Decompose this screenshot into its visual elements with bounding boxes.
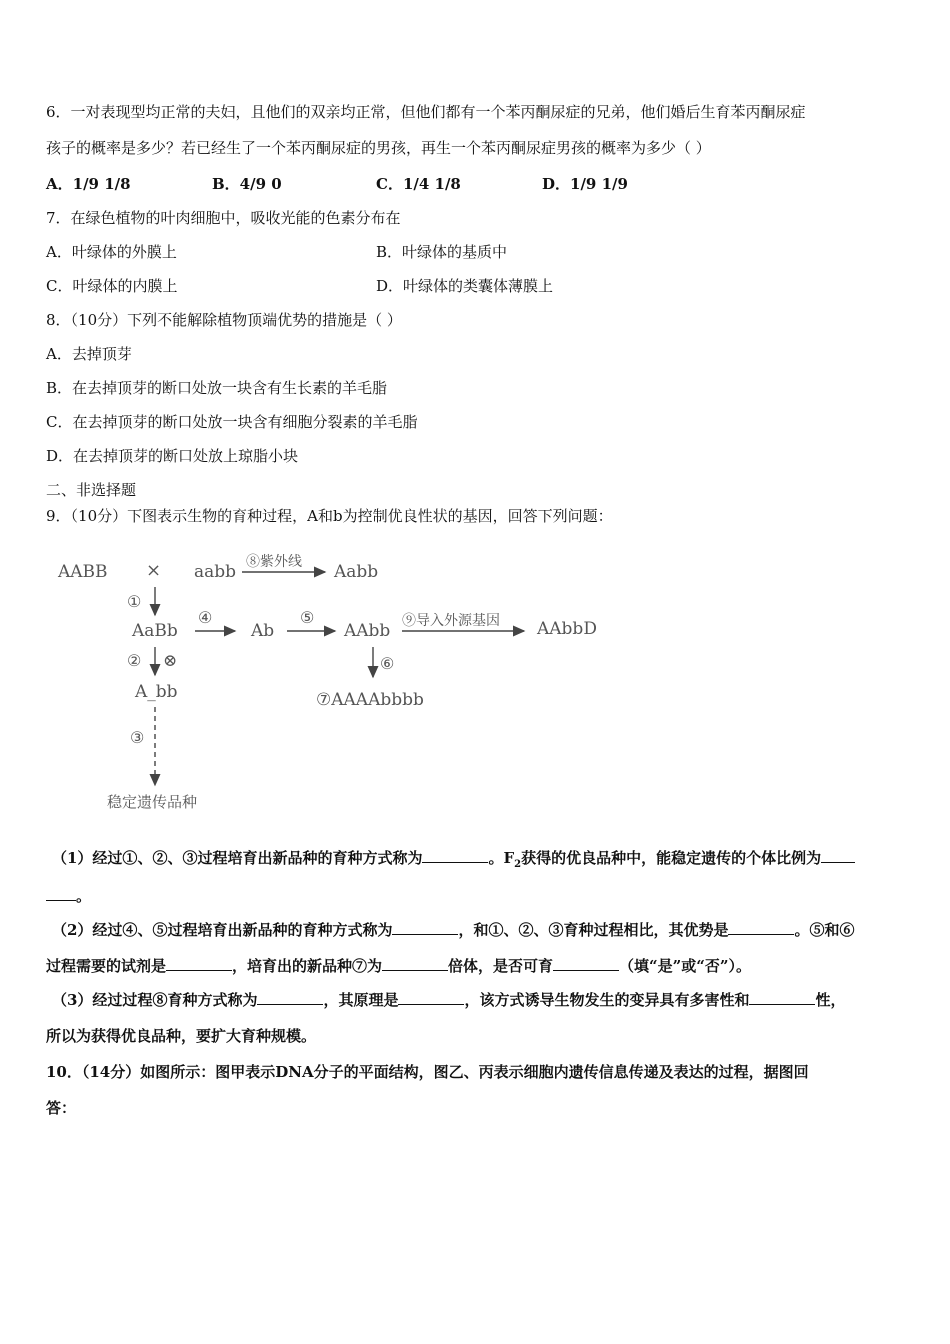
q9-blank-principle[interactable] (398, 990, 464, 1005)
q9-part3-text-a: （3）经过过程⑧育种方式称为 (52, 991, 258, 1009)
q9-blank-mutation-property[interactable] (749, 990, 815, 1005)
node-aabb-mutant: Aabb (334, 562, 379, 582)
q7-option-b: B．叶绿体的基质中 (376, 243, 508, 261)
q8-option-d: D．在去掉顶芽的断口处放上琼脂小块 (46, 447, 299, 465)
q9-part2-line1 (52, 920, 854, 940)
node-a-bb: A_bb (135, 682, 178, 702)
label-5: ⑤ (300, 608, 315, 627)
label-uv: ⑧紫外线 (246, 554, 302, 570)
q9-part2-text-b: ，和①、②、③育种过程相比，其优势是 (458, 921, 729, 939)
node-aabb-f1: AaBb (132, 621, 178, 641)
node-stable-variety: 稳定遗传品种 (107, 793, 198, 811)
node-tetraploid: ⑦AAAAbbbb (316, 690, 424, 710)
q8-option-c: C．在去掉顶芽的断口处放一块含有细胞分裂素的羊毛脂 (46, 413, 418, 431)
q8-stem: 8．（10分）下列不能解除植物顶端优势的措施是（ ） (46, 311, 402, 329)
section-heading: 二、非选择题 (46, 481, 137, 499)
q9-blank-fertile[interactable] (553, 956, 619, 971)
q9-part1-text-d: 。 (76, 887, 92, 905)
q9-part2-line2 (46, 956, 751, 976)
q9-blank-breeding-method-1[interactable] (422, 848, 488, 863)
q6-stem-line1: 6．一对表现型均正常的夫妇，且他们的双亲均正常，但他们都有一个苯丙酮尿症的兄弟，他们婚后生育苯丙酮尿症 (46, 103, 806, 121)
node-aabb-parent1: AABB (58, 562, 108, 582)
q7-option-c: C．叶绿体的内膜上 (46, 277, 178, 295)
q6-option-c: C．1/4 1/8 (376, 175, 461, 193)
q9-part1-line1 (52, 848, 855, 875)
q9-part1-text-b: 。F (488, 849, 515, 867)
q6-option-a: A．1/9 1/8 (46, 175, 131, 193)
q10-stem-line1: 10．（14分）如图所示：图甲表示DNA分子的平面结构，图乙、丙表示细胞内遗传信息传递及表达的过程，据图回 (46, 1063, 809, 1081)
label-3: ③ (130, 728, 145, 747)
q9-part1-text-a: （1）经过①、②、③过程培育出新品种的育种方式称为 (52, 849, 423, 867)
q9-part3-text-c: ，该方式诱导生物发生的变异具有多害性和 (464, 991, 750, 1009)
q9-part2-text-a: （2）经过④、⑤过程培育出新品种的育种方式称为 (52, 921, 393, 939)
label-2: ② (127, 651, 142, 670)
q7-option-d: D．叶绿体的类囊体薄膜上 (376, 277, 554, 295)
node-aabb-parent2: aabb (194, 562, 237, 582)
q9-part3-line2: 所以为获得优良品种，要扩大育种规模。 (46, 1027, 317, 1045)
q9-part3-text-d: 性， (815, 991, 846, 1009)
q9-blank-breeding-method-3[interactable] (257, 990, 323, 1005)
q6-option-d: D．1/9 1/9 (542, 175, 628, 193)
q6-stem-line2: 孩子的概率是多少？若已经生了一个苯丙酮尿症的男孩，再生一个苯丙酮尿症男孩的概率为多少（ ） (46, 139, 711, 157)
q9-part2-text-f: 倍体，是否可育 (448, 957, 554, 975)
q9-part2-text-g: （填“是”或“否”）。 (619, 957, 752, 975)
node-ab: Ab (251, 621, 275, 641)
q9-part1-line2 (46, 886, 91, 906)
label-4: ④ (198, 608, 213, 627)
breeding-diagram (40, 545, 620, 820)
q9-part2-text-c: 。⑤和⑥ (794, 921, 855, 939)
q9-blank-ploidy[interactable] (382, 956, 448, 971)
q9-blank-advantage[interactable] (728, 920, 794, 935)
q9-blank-ratio-cont[interactable] (46, 886, 76, 901)
q9-blank-breeding-method-2[interactable] (392, 920, 458, 935)
q7-stem: 7．在绿色植物的叶肉细胞中，吸收光能的色素分布在 (46, 209, 401, 227)
label-6: ⑥ (380, 654, 395, 673)
q9-blank-reagent[interactable] (166, 956, 232, 971)
node-aabbd: AAbbD (537, 619, 597, 639)
label-selfing: ⊗ (163, 651, 178, 671)
q8-option-b: B．在去掉顶芽的断口处放一块含有生长素的羊毛脂 (46, 379, 388, 397)
q10-stem-line2: 答： (46, 1099, 77, 1117)
q8-option-a: A．去掉顶芽 (46, 345, 132, 363)
q9-blank-ratio[interactable] (821, 848, 855, 863)
q9-part2-text-e: ，培育出的新品种⑦为 (232, 957, 383, 975)
q9-part3-text-b: ，其原理是 (323, 991, 399, 1009)
q7-option-a: A．叶绿体的外膜上 (46, 243, 177, 261)
q6-option-b: B．4/9 0 (212, 175, 282, 193)
q9-part2-text-d: 过程需要的试剂是 (46, 957, 167, 975)
label-9: ⑨导入外源基因 (402, 613, 500, 629)
node-aabb-doubled: AAbb (344, 621, 391, 641)
q9-part1-subscript: 2 (514, 859, 522, 870)
label-1: ① (127, 592, 142, 611)
q9-stem: 9．（10分）下图表示生物的育种过程，A和b为控制优良性状的基因，回答下列问题： (46, 507, 613, 525)
q9-part3-line1 (52, 990, 846, 1010)
cross-symbol: × (146, 560, 162, 581)
q9-part1-text-c: 获得的优良品种中，能稳定遗传的个体比例为 (521, 849, 822, 867)
